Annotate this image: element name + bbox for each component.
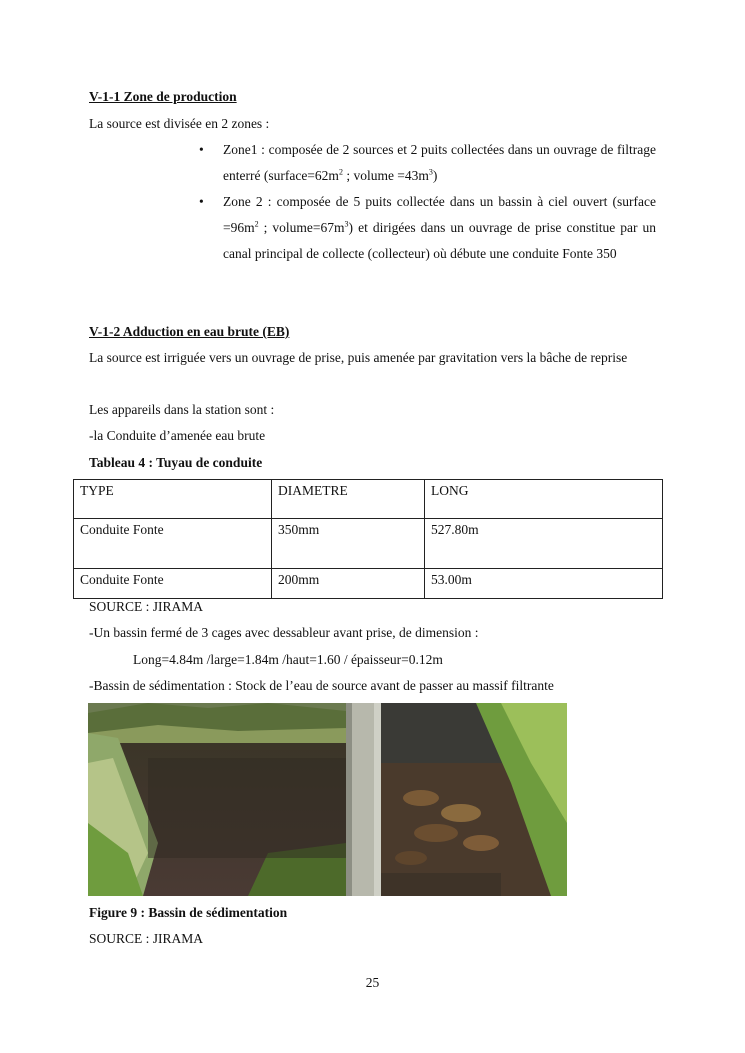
sup: 2: [254, 219, 259, 229]
table-caption: Tableau 4 : Tuyau de conduite: [89, 455, 263, 470]
table-header-row: [74, 480, 663, 519]
section2-para2: Les appareils dans la station sont :: [89, 402, 275, 417]
table-row: [74, 569, 663, 599]
table-header-cell: TYPE: [74, 480, 272, 519]
basin-photo-right: [381, 703, 567, 896]
bullet-zone1: [199, 137, 656, 189]
basin-photo-left: [88, 703, 346, 896]
table-cell: Conduite Fonte: [74, 569, 272, 599]
bullet-zone2: [199, 189, 656, 267]
section2-para1: La source est irriguée vers un ouvrage de prise, puis amenée par gravitation vers la bâche de reprise: [89, 350, 628, 365]
bullet-dot-icon: •: [199, 142, 204, 157]
sup: 3: [344, 219, 349, 229]
section1-intro: La source est divisée en 2 zones :: [89, 116, 270, 131]
table-cell: 200mm: [272, 569, 425, 599]
bullet-zone2-text-mid: ; volume=67m: [258, 220, 345, 235]
section-heading-production: V-1-1 Zone de production: [89, 89, 237, 104]
table-cell: 350mm: [272, 519, 425, 569]
bullet-zone1-text-post: ): [432, 168, 438, 183]
pipe-table: [73, 479, 663, 599]
section2-para3: -la Conduite d’amenée eau brute: [89, 428, 266, 443]
sup: 2: [338, 167, 343, 177]
bullet-zone2-text: Zone 2 : composée de 5 puits collectée dans un bassin à ciel ouvert (surface =96m: [223, 194, 656, 235]
bullet-zone1-text-mid: ; volume =43m: [342, 168, 429, 183]
bullet-zone2-text-post: ) et dirigées dans un ouvrage de prise constitue par un canal principal de collecte (collecteur) où débute une conduite Fonte 350: [223, 220, 656, 261]
sedimentation-line: -Bassin de sédimentation : Stock de l’eau de source avant de passer au massif filtrante: [89, 678, 554, 693]
section-heading-adduction: V-1-2 Adduction en eau brute (EB): [89, 324, 290, 339]
basin-photo-left-graphic: [88, 703, 346, 896]
basin-photo-wall-graphic: [346, 703, 381, 896]
table-cell: 527.80m: [425, 519, 663, 569]
zones-bullet-list: [199, 137, 656, 267]
bullet-dot-icon: •: [199, 194, 204, 209]
sup: 3: [428, 167, 433, 177]
basin-photo-wall: [346, 703, 381, 896]
table-source: SOURCE : JIRAMA: [89, 599, 204, 614]
basin-photo-right-graphic: [381, 703, 567, 896]
table-cell: 53.00m: [425, 569, 663, 599]
table-cell: Conduite Fonte: [74, 519, 272, 569]
figure-source: SOURCE : JIRAMA: [89, 931, 204, 946]
bullet-zone1-text: Zone1 : composée de 2 sources et 2 puits collectées dans un ouvrage de filtrage enterré (surface=62m: [223, 142, 656, 183]
page-number: 25: [365, 975, 380, 990]
bassin-dimensions: Long=4.84m /large=1.84m /haut=1.60 / épaisseur=0.12m: [133, 652, 443, 667]
table-row: [74, 519, 663, 569]
table-header-cell: DIAMETRE: [272, 480, 425, 519]
table-header-cell: LONG: [425, 480, 663, 519]
bassin-line: -Un bassin fermé de 3 cages avec dessableur avant prise, de dimension :: [89, 625, 479, 640]
figure-caption: Figure 9 : Bassin de sédimentation: [89, 905, 288, 920]
